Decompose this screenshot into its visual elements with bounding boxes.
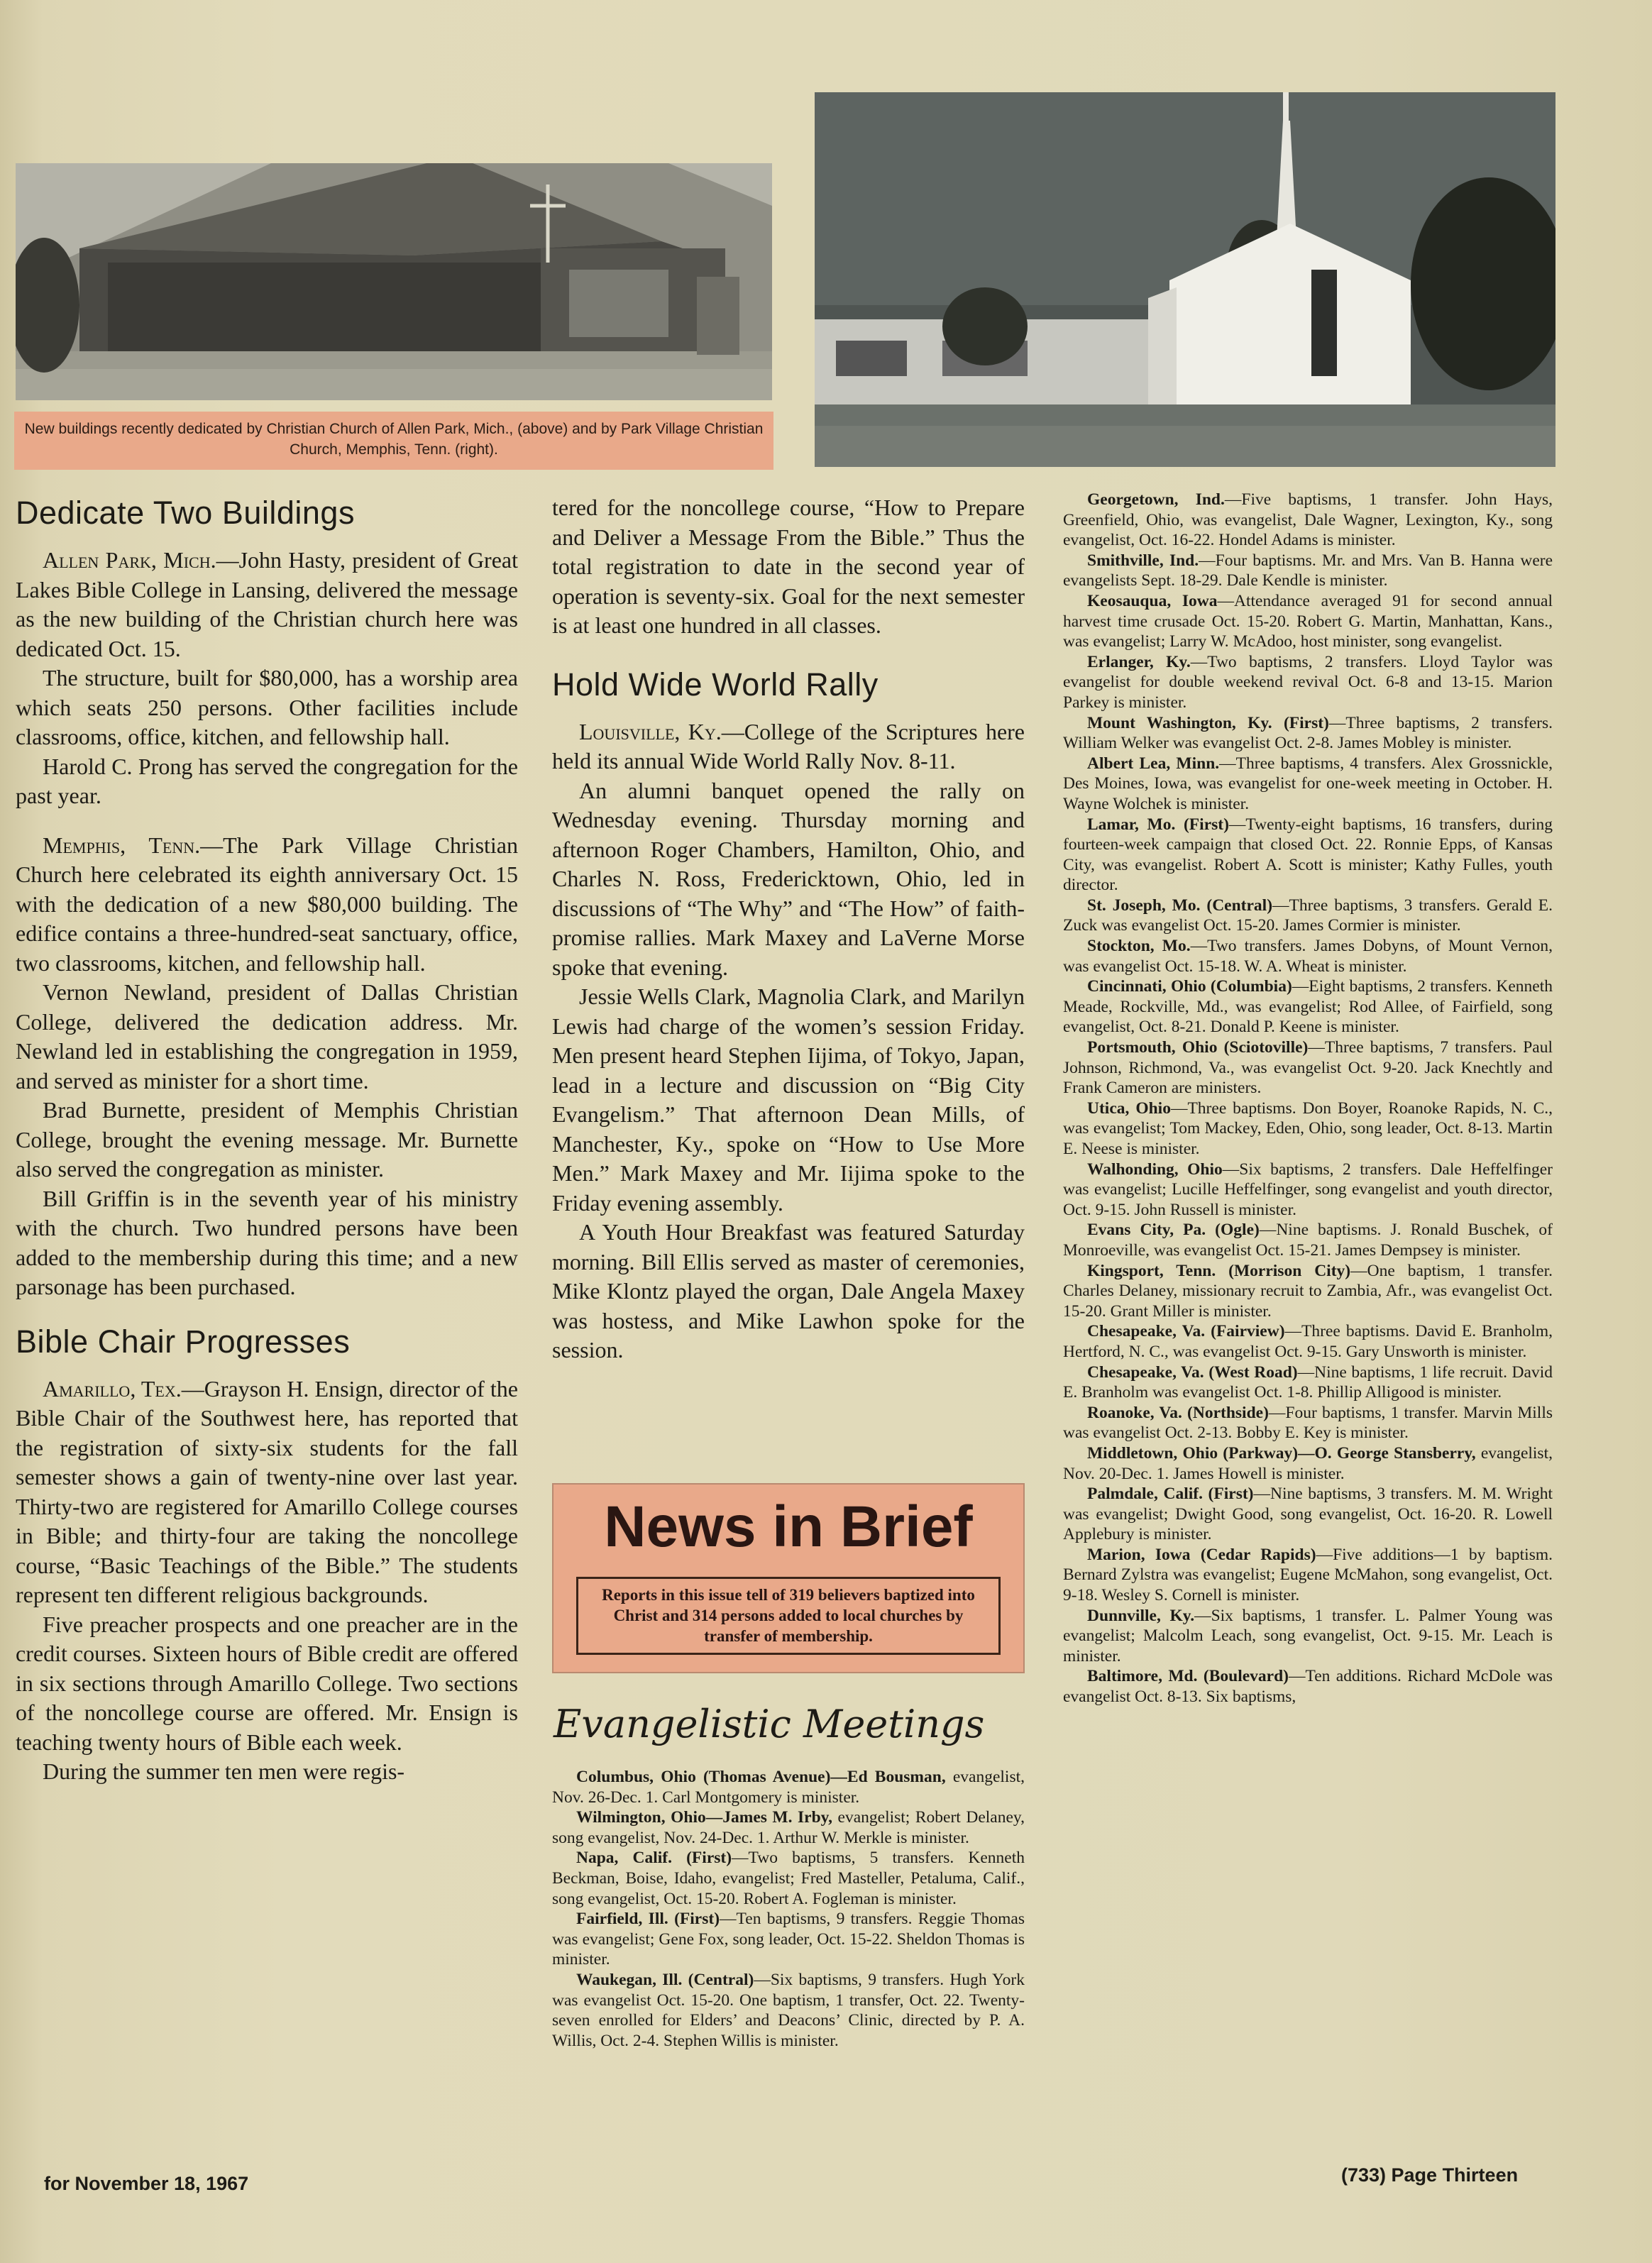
paragraph: Harold C. Prong has served the congregation for the past year.: [16, 753, 518, 808]
paragraph: Brad Burnette, president of Memphis Christian College, brought the evening message. Mr. Burnette also served the congregation as minister.: [16, 1097, 518, 1182]
meeting-report: [1063, 896, 1553, 936]
paragraph: Louisville, Ky.—College of the Scriptures here held its annual Wide World Rally Nov. 8-11.: [552, 718, 1025, 773]
meeting-details: —Eight baptisms, 2 transfers. Kenneth Meade, Rockville, Md., was evangelist; Rod Allee, of Fairfield, song evangelist, Oct. 8-21. Donald P. Keene is minister.: [1063, 977, 1553, 1037]
meeting-location: Chesapeake, Va. (West Road): [1087, 1362, 1298, 1382]
meeting-location: Cincinnati, Ohio (Columbia): [1087, 977, 1292, 996]
meeting-report: [1063, 1666, 1553, 1707]
paragraph: Jessie Wells Clark, Magnolia Clark, and Marilyn Lewis had charge of the women’s session Friday. Men present heard Stephen Iijima, of Tokyo, Japan, lead in a lecture and discussion on “Big City Evangelism.” That afternoon Dean Mills, of Manchester, Ky., spoke on “How to Use More Men.” Mark Maxey and Mr. Iijima spoke to the Friday evening assembly.: [552, 984, 1025, 1216]
meeting-details: —Six baptisms, 1 transfer. L. Palmer Young was evangelist; Malcolm Leach, song evangelist, Oct. 9-15. Mr. Leach is minister.: [1063, 1606, 1553, 1665]
meeting-details: —Two transfers. James Dobyns, of Mount Vernon, was evangelist Oct. 15-18. W. A. Wheat is minister.: [1063, 937, 1553, 976]
meeting-report: [1063, 1321, 1553, 1362]
meeting-details: —Three baptisms, 2 transfers. William Welker was evangelist Oct. 2-8. James Mobley is minister.: [1063, 713, 1553, 753]
heading-bible-chair-progresses: Bible Chair Progresses: [16, 1323, 351, 1360]
meeting-location: Roanoke, Va. (Northside): [1087, 1403, 1269, 1422]
footer-date: for November 18, 1967: [44, 2173, 249, 2194]
meeting-details: —Nine baptisms, 3 transfers. M. M. Wright was evangelist; Dwight Good, song evangelist, Oct. 16-20. R. Lowell Applebury is minister.: [1063, 1485, 1553, 1544]
paragraph: A Youth Hour Breakfast was featured Saturday morning. Bill Ellis served as master of ceremonies, Mike Klontz played the organ, Dale Angela Maxey was hostess, and Mike Lawhon spoke for the session.: [552, 1219, 1025, 1362]
meeting-details: —Three baptisms, 4 transfers. Alex Grossnickle, Des Moines, Iowa, was evangelist for one-week meeting in October. H. Wayne Wolchek is minister.: [1063, 754, 1553, 813]
meeting-location: Portsmouth, Ohio (Sciotoville): [1087, 1038, 1309, 1057]
meeting-location: Utica, Ohio: [1087, 1099, 1171, 1118]
evangelistic-meetings-title: Evangelistic Meetings: [554, 1702, 985, 1746]
paragraph: Five preacher prospects and one preacher are in the credit courses. Sixteen hours of Bible credit are offered in six sections through Amarillo College. Two sections of the noncollege course are offered. Mr. Ensign is teaching twenty hours of Bible each week.: [16, 1611, 518, 1755]
meeting-details: —Two baptisms, 2 transfers. Lloyd Taylor was evangelist for double weekend revival Oct. 6-8 and 13-15. Marion Parkey is minister.: [1063, 652, 1553, 712]
meeting-location: Smithville, Ind.: [1087, 551, 1199, 570]
middle-column: [552, 493, 1025, 1365]
meeting-location: Palmdale, Calif. (First): [1087, 1485, 1254, 1504]
meeting-location: Columbus, Ohio (Thomas Avenue)—Ed Bousman,: [576, 1768, 946, 1786]
meeting-report: [1063, 936, 1553, 976]
meeting-location: Kingsport, Tenn. (Morrison City): [1087, 1261, 1351, 1280]
meeting-report: [1063, 1037, 1553, 1099]
meeting-details: —Ten baptisms, 9 transfers. Reggie Thomas was evangelist; Gene Fox, song leader, Oct. 15-22. Sheldon Thomas is minister.: [552, 1910, 1025, 1969]
paragraph: Bill Griffin is in the seventh year of his ministry with the church. Two hundred persons have been added to the membership during this time; and a new parsonage has been purchased.: [16, 1185, 518, 1299]
meeting-location: Napa, Calif. (First): [576, 1849, 732, 1868]
meeting-details: —Six baptisms, 9 transfers. Hugh York was evangelist Oct. 15-20. One baptism, 1 transfer, Oct. 22. Twenty-seven enrolled for Elders’ and Deacons’ Clinic, directed by P. A. Willis, Oct. 2-4. Stephen Willis is minister.: [552, 1970, 1025, 2050]
meeting-location: Keosauqua, Iowa: [1087, 591, 1218, 610]
meeting-report: [1063, 713, 1553, 754]
meeting-location: Stockton, Mo.: [1087, 937, 1191, 956]
paragraph: The structure, built for $80,000, has a worship area which seats 250 persons. Other facilities include classrooms, office, kitchen, and fellowship hall.: [16, 665, 518, 749]
paragraph: Amarillo, Tex.—Grayson H. Ensign, director of the Bible Chair of the Southwest here, has reported that the registration of sixty-six students for the fall semester shows a gain of twenty-nine over last year. Thirty-two are registered for Amarillo College courses in Bible; and thirty-four are taking the noncollege course, “Basic Teachings of the Bible.” The students represent ten different religious backgrounds.: [16, 1375, 519, 1607]
meeting-report: [1063, 754, 1553, 815]
meeting-report: [1063, 1261, 1553, 1322]
meeting-report: [1063, 1443, 1553, 1484]
meeting-details: —Three baptisms, 7 transfers. Paul Johnson, Richmond, Va., was evangelist Oct. 9-20. Jack Knechtly and Frank Cameron are ministers.: [1063, 1038, 1553, 1098]
meeting-details: —Four baptisms. Mr. and Mrs. Van B. Hanna were evangelists Sept. 18-29. Dale Kendle is minister.: [1063, 551, 1553, 590]
heading-hold-wide-world-rally: Hold Wide World Rally: [552, 666, 879, 703]
meeting-details: —Two baptisms, 5 transfers. Kenneth Beckman, Boise, Idaho, evangelist; Fred Masteller, Petaluma, Calif., song evangelist, Oct. 15-20. Robert A. Fogleman is minister.: [552, 1849, 1025, 1908]
meeting-details: —Nine baptisms, 1 life recruit. David E. Branholm was evangelist Oct. 1-8. Phillip Alligood is minister.: [1063, 1362, 1553, 1402]
meeting-report: [552, 1848, 1025, 1909]
news-in-brief-title: News in Brief: [604, 1494, 973, 1559]
paragraph: Memphis, Tenn.—The Park Village Christian Church here celebrated its eighth anniversary Oct. 15 with the dedication of a new $80,000 building. The edifice contains a three-hundred-seat sanctuary, office, two classrooms, kitchen, and fellowship hall.: [16, 832, 518, 976]
photo-caption: New buildings recently dedicated by Christian Church of Allen Park, Mich., (above) and by Park Village Christian Church, Memphis, Tenn. (right).: [14, 412, 773, 470]
meeting-report: [1063, 1606, 1553, 1667]
meeting-details: —Ten additions. Richard McDole was evangelist Oct. 8-13. Six baptisms,: [1063, 1667, 1553, 1707]
news-in-brief-summary: Reports in this issue tell of 319 believers baptized into Christ and 314 persons added to local churches by transfer of membership.: [576, 1577, 1001, 1655]
paragraph: An alumni banquet opened the rally on Wednesday evening. Thursday morning and afternoon Roger Chambers, Hamilton, Ohio, and Charles N. Ross, Fredericktown, Ohio, led in discussions of “The Why” and “The How” of faith-promise rallies. Mark Maxey and LaVerne Morse spoke that evening.: [552, 777, 1025, 980]
meeting-details: —Attendance averaged 91 for second annual harvest time crusade Oct. 15-20. Robert G. Martin, Manhattan, Kans., was evangelist; Larry W. McAdoo, host minister, song evangelist.: [1063, 591, 1553, 651]
meeting-report: [1063, 490, 1553, 551]
meeting-location: Evans City, Pa. (Ogle): [1087, 1221, 1260, 1240]
meeting-location: Lamar, Mo. (First): [1087, 815, 1229, 834]
meetings-column-2: [1063, 490, 1553, 1707]
meeting-location: Chesapeake, Va. (Fairview): [1087, 1322, 1285, 1341]
meeting-location: St. Joseph, Mo. (Central): [1087, 896, 1273, 915]
meeting-report: [1063, 815, 1553, 896]
meeting-details: —Five baptisms, 1 transfer. John Hays, Greenfield, Ohio, was evangelist, Dale Wagner, Lexington, Ky., song evangelist, Oct. 16-22. Hondel Adams is minister.: [1063, 490, 1553, 550]
meeting-location: Wilmington, Ohio—James M. Irby,: [576, 1808, 832, 1827]
meeting-location: Baltimore, Md. (Boulevard): [1087, 1667, 1289, 1686]
meeting-details: —One baptism, 1 transfer. Charles Delaney, missionary recruit to Zambia, Afr., was evangelist Oct. 15-20. Grant Miller is minister.: [1063, 1261, 1553, 1321]
meeting-details: —Three baptisms. Don Boyer, Roanoke Rapids, N. C., was evangelist; Tom Mackey, Eden, Ohio, song leader, Oct. 8-13. Martin E. Neese is minister.: [1063, 1099, 1553, 1158]
meeting-details: —Twenty-eight baptisms, 16 transfers, during fourteen-week campaign that closed Oct. 22. Ronnie Epps, of Kansas City, was evangelist. Robert A. Scott is minister; Kathy Fulles, youth director.: [1063, 815, 1553, 895]
meeting-report: [1063, 1403, 1553, 1443]
meeting-report: [1063, 976, 1553, 1037]
meeting-report: [1063, 591, 1553, 652]
meeting-details: —Six baptisms, 2 transfers. Dale Heffelfinger was evangelist; Lucille Heffelfinger, song evangelist and youth director, Oct. 9-15. John Russell is minister.: [1063, 1160, 1553, 1219]
photo-park-village-church: [815, 92, 1555, 467]
meeting-location: Marion, Iowa (Cedar Rapids): [1087, 1545, 1316, 1564]
heading-dedicate-two-buildings: Dedicate Two Buildings: [16, 495, 355, 531]
meeting-details: evangelist; Robert Delaney, song evangelist, Nov. 24-Dec. 1. Arthur W. Merkle is minister.: [552, 1808, 1025, 1847]
paragraph: tered for the noncollege course, “How to Prepare and Deliver a Message From the Bible.” Thus the total registration to date in the second year of operation is seventy-six. Goal for the next semester is at least one hundred in all classes.: [552, 495, 1025, 638]
meeting-location: Fairfield, Ill. (First): [576, 1910, 720, 1929]
paragraph: Allen Park, Mich.—John Hasty, president of Great Lakes Bible College in Lansing, delivered the message as the new building of the Christian church here was dedicated Oct. 15.: [16, 547, 519, 661]
meeting-location: Mount Washington, Ky. (First): [1087, 713, 1329, 732]
meeting-report: [552, 1767, 1025, 1807]
paragraph: During the summer ten men were regis-: [43, 1758, 405, 1784]
meeting-details: evangelist, Nov. 26-Dec. 1. Carl Montgomery is minister.: [552, 1768, 1025, 1807]
meeting-location: Middletown, Ohio (Parkway)—O. George Stansberry,: [1087, 1443, 1476, 1463]
meeting-report: [1063, 652, 1553, 713]
left-column: [16, 493, 518, 1787]
meeting-report: [1063, 1545, 1553, 1606]
meeting-location: Walhonding, Ohio: [1087, 1160, 1223, 1179]
meeting-report: [1063, 1160, 1553, 1221]
meeting-report: [1063, 1099, 1553, 1160]
footer-page-number: (733) Page Thirteen: [1341, 2164, 1519, 2186]
meeting-details: —Five additions—1 by baptism. Bernard Zylstra was evangelist; Eugene McMahon, song evangelist, Oct. 9-18. Wesley S. Cornell is minister.: [1063, 1545, 1553, 1605]
meeting-report: [1063, 1362, 1553, 1403]
paragraph: Vernon Newland, president of Dallas Christian College, delivered the dedication address. Mr. Newland led in establishing the congregation in 1959, and served as minister for a short time.: [16, 979, 518, 1094]
meeting-details: —Three baptisms. David E. Branholm, Hertford, N. C., was evangelist Oct. 9-15. Gary Unsworth is minister.: [1063, 1322, 1553, 1361]
meeting-location: Erlanger, Ky.: [1087, 652, 1191, 671]
meeting-details: evangelist, Nov. 20-Dec. 1. James Howell is minister.: [1063, 1443, 1553, 1483]
meetings-column-1: [552, 1767, 1025, 2051]
meeting-report: [552, 1909, 1025, 1970]
meeting-location: Dunnville, Ky.: [1087, 1606, 1195, 1625]
meeting-report: [1063, 551, 1553, 591]
meeting-location: Waukegan, Ill. (Central): [576, 1970, 754, 1989]
meeting-details: —Three baptisms, 3 transfers. Gerald E. Zuck was evangelist Oct. 15-20. James Cormier is minister.: [1063, 896, 1553, 935]
news-in-brief-box: [552, 1483, 1025, 1673]
meeting-report: [1063, 1220, 1553, 1260]
meeting-report: [1063, 1484, 1553, 1545]
meeting-location: Georgetown, Ind.: [1087, 490, 1225, 509]
meeting-details: —Nine baptisms. J. Ronald Buschek, of Monroeville, was evangelist Oct. 15-21. James Dempsey is minister.: [1063, 1221, 1553, 1260]
meeting-report: [552, 1970, 1025, 2051]
meeting-location: Albert Lea, Minn.: [1087, 754, 1220, 773]
photo-allen-park-church: [16, 163, 772, 400]
meeting-report: [552, 1807, 1025, 1848]
meeting-details: —Four baptisms, 1 transfer. Marvin Mills was evangelist Oct. 2-13. Bobby E. Key is minister.: [1063, 1403, 1553, 1443]
